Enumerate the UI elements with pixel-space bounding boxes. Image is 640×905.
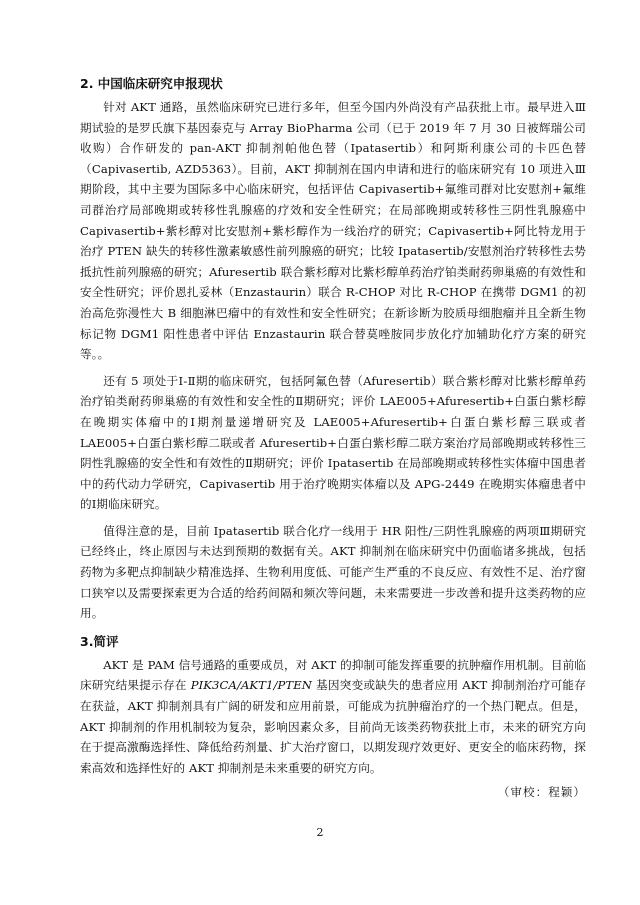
gene-names: PIK3CA/AKT1/PTEN bbox=[190, 678, 313, 693]
section-3-text-a: AKT 是 PAM 信号通路的重要成员，对 AKT 的抑制可能发挥重要的抗肿瘤作用机制。目前临床研究结果提示存在 bbox=[80, 657, 586, 693]
reviewer-signature: （审校：程颖） bbox=[497, 785, 586, 800]
section-2-paragraph-2: 还有 5 项处于Ⅰ-Ⅱ期的临床研究，包括阿氟色替（Afuresertib）联合紫杉醇对比紫杉醇单药治疗铂类耐药卵巢癌的有效性和安全性的Ⅱ期研究；评价 LAE005+Afuresertib+白蛋白紫杉醇在晚期实体瘤中的Ⅰ期剂量递增研究及 LAE005+Afuresertib+白蛋白紫杉醇三联或者 LAE005+白蛋白紫杉醇二联或者 Afuresertib+白蛋白紫杉醇二联方案治疗局部晚期或转移性三阴性乳腺癌的安全性和有效性的Ⅱ期研究；评价 Ipatasertib 在局部晚期或转移性实体瘤中国患者中的药代动力学研究，Capivasertib 用于治疗晚期实体瘤以及 APG-2449 在晚期实体瘤患者中的Ⅰ期临床研究。 bbox=[80, 373, 586, 512]
page-number: 2 bbox=[316, 826, 324, 839]
section-3-text-b: 基因突变或缺失的患者应用 AKT 抑制剂治疗可能存在获益，AKT 抑制剂具有广阔的研发和应用前景，可能成为抗肿瘤治疗的一个热门靶点。但是，AKT 抑制剂的作用机制较为复杂，影响因素众多，目前尚无该类药物获批上市，未来的研究方向在于提高激酶选择性、降低给药剂量、扩大治疗窗口，以期发现疗效更好、更安全的临床药物，探索高效和选择性好的 AKT 抑制剂是未来重要的研究方向。 bbox=[80, 678, 586, 775]
section-3-paragraph-1 bbox=[80, 655, 586, 779]
section-2-paragraph-1: 针对 AKT 通路，虽然临床研究已进行多年，但至今国内外尚没有产品获批上市。最早进入Ⅲ期试验的是罗氏旗下基因泰克与 Array BioPharma 公司（已于 2019 年 7 月 30 日被辉瑞公司收购）合作研发的 pan-AKT 抑制剂帕他色替（Ipatasertib）和阿斯利康公司的卡匹色替（Capivasertib, AZD5363）。目前，AKT 抑制剂在国内申请和进行的临床研究有 10 项进入Ⅲ期阶段，其中主要为国际多中心临床研究，包括评估 Capivasertib+氟维司群对比安慰剂+氟维司群治疗局部晚期或转移性乳腺癌的疗效和安全性研究；在局部晚期或转移性三阴性乳腺癌中 Capivasertib+紫杉醇对比安慰剂+紫杉醇作为一线治疗的研究；Capivasertib+阿比特龙用于治疗 PTEN 缺失的转移性激素敏感性前列腺癌的研究；比较 Ipatasertib/安慰剂治疗转移性去势抵抗性前列腺癌的研究；Afuresertib 联合紫杉醇对比紫杉醇单药治疗铂类耐药卵巢癌的有效性和安全性研究；评价恩扎妥林（Enzastaurin）联合 R-CHOP 对比 R-CHOP 在携带 DGM1 的初治高危弥漫性大 B 细胞淋巴瘤中的有效性和安全性研究；在新诊断为胶质母细胞瘤并且全新生物标记物 DGM1 阳性患者中评估 Enzastaurin 联合替莫唑胺同步放化疗加辅助化疗方案的研究等。。 bbox=[80, 100, 586, 362]
section-2-heading: 2. 中国临床研究申报现状 bbox=[80, 76, 223, 91]
section-2-paragraph-3: 值得注意的是，目前 Ipatasertib 联合化疗一线用于 HR 阳性/三阴性乳腺癌的两项Ⅲ期研究已经终止，终止原因与未达到预期的数据有关。AKT 抑制剂在临床研究中仍面临诸多挑战，包括药物为多靶点抑制缺少精准选择、生物利用度低、可能产生严重的不良反应、有效性不足、治疗窗口狭窄以及需要探索更为合适的给药间隔和频次等问题，未来需要进一步改善和提升这类药物的应用。 bbox=[80, 523, 586, 621]
page-content bbox=[80, 74, 586, 802]
section-3-heading: 3.简评 bbox=[80, 633, 119, 649]
